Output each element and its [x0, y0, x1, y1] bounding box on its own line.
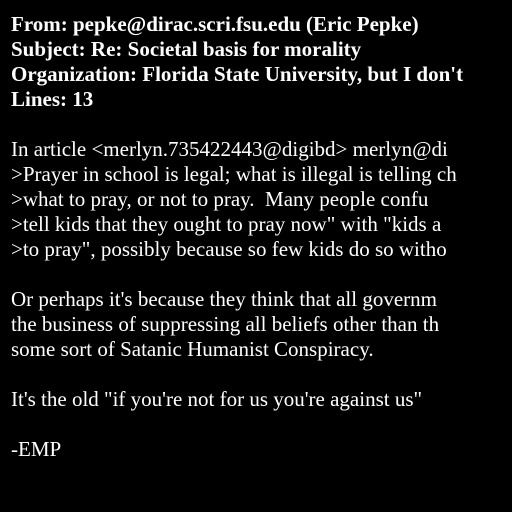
header-lines: Lines: 13: [11, 87, 94, 111]
header-organization: Organization: Florida State University, but I don't: [11, 62, 464, 86]
header-from: From: pepke@dirac.scri.fsu.edu (Eric Pepke): [11, 12, 419, 36]
quoted-line: >tell kids that they ought to pray now" with "kids a: [11, 212, 442, 236]
header-subject: Subject: Re: Societal basis for morality: [11, 37, 362, 61]
signature: -EMP: [11, 437, 62, 461]
body-line: Or perhaps it's because they think that all governm: [11, 287, 437, 311]
body-line: some sort of Satanic Humanist Conspiracy.: [11, 337, 374, 361]
quoted-line: >Prayer in school is legal; what is illegal is telling ch: [11, 162, 457, 186]
closing-line: It's the old "if you're not for us you're against us": [11, 387, 423, 411]
quoted-line: >to pray", possibly because so few kids do so witho: [11, 237, 447, 261]
body-line: the business of suppressing all beliefs other than th: [11, 312, 440, 336]
quoted-line: >what to pray, or not to pray. Many people confu: [11, 187, 429, 211]
attribution-line: In article <merlyn.735422443@digibd> merlyn@di: [11, 137, 448, 161]
usenet-post: [11, 12, 512, 512]
